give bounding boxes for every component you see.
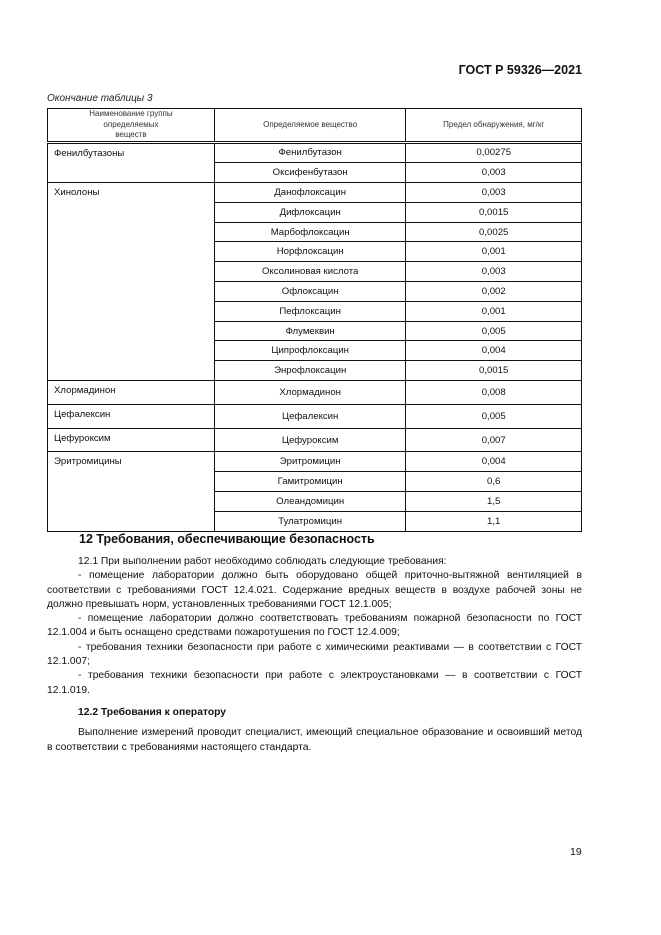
substance-cell: Тулатромицин (214, 511, 406, 531)
table-header-row (48, 109, 582, 143)
table-caption: Окончание таблицы 3 (47, 93, 153, 104)
section-12-title: 12 Требования, обеспечивающие безопасность (79, 532, 375, 546)
column-header-limit: Предел обнаружения, мг/кг (406, 109, 582, 143)
detection-limits-table (47, 108, 582, 532)
group-name-cell: Эритромицины (48, 452, 215, 531)
limit-cell: 0,007 (406, 428, 582, 452)
column-header-substance: Определяемое вещество (214, 109, 406, 143)
limit-cell: 0,003 (406, 262, 582, 282)
limit-cell: 0,0015 (406, 202, 582, 222)
substance-cell: Пефлоксацин (214, 301, 406, 321)
limit-cell: 0,005 (406, 404, 582, 428)
substance-cell: Оксифенбутазон (214, 163, 406, 183)
section-12-2-title: 12.2 Требования к оператору (78, 706, 227, 718)
limit-cell: 0,004 (406, 341, 582, 361)
substance-cell: Флумеквин (214, 321, 406, 341)
paragraph: - требования техники безопасности при работе с химическими реактивами — в соответствии с ГОСТ 12.1.007; (47, 641, 582, 668)
substance-cell: Олеандомицин (214, 492, 406, 512)
paragraph: Выполнение измерений проводит специалист, имеющий специальное образование и освоивший метод в соответствии с требованиями настоящего стандарта. (47, 727, 582, 753)
paragraph: 12.1 При выполнении работ необходимо соблюдать следующие требования: (78, 556, 447, 567)
table-row (48, 142, 582, 163)
limit-cell: 0,6 (406, 472, 582, 492)
substance-cell: Дифлоксацин (214, 202, 406, 222)
section-12-body (47, 555, 582, 755)
limit-cell: 0,0025 (406, 222, 582, 242)
paragraph: - помещение лаборатории должно быть оборудовано общей приточно-вытяжной вентиляцией в соответствии с требованиями ГОСТ 12.4.021. Содержание вредных веществ в воздухе рабочей зоны не должно превышать норм, установленных требованиями ГОСТ 12.1.005; (47, 570, 582, 610)
substance-cell: Цефуроксим (214, 428, 406, 452)
limit-cell: 0,0015 (406, 361, 582, 381)
substance-cell: Цефалексин (214, 404, 406, 428)
substance-cell: Гамитромицин (214, 472, 406, 492)
standard-number: ГОСТ Р 59326—2021 (458, 63, 582, 77)
limit-cell: 0,001 (406, 301, 582, 321)
group-name-cell: Хинолоны (48, 183, 215, 381)
group-name-cell: Цефуроксим (48, 428, 215, 452)
substance-cell: Марбофлоксацин (214, 222, 406, 242)
group-name-cell: Цефалексин (48, 404, 215, 428)
group-name-cell: Фенилбутазоны (48, 142, 215, 183)
table-row (48, 428, 582, 452)
page-number: 19 (570, 846, 582, 858)
substance-cell: Норфлоксацин (214, 242, 406, 262)
paragraph: - требования техники безопасности при работе с электроустановками — в соответствии с ГОСТ 12.1.019. (47, 670, 582, 696)
table-row (48, 183, 582, 203)
substance-cell: Хлормадинон (214, 381, 406, 405)
substance-cell: Данофлоксацин (214, 183, 406, 203)
table-row (48, 404, 582, 428)
substance-cell: Эритромицин (214, 452, 406, 472)
limit-cell: 0,002 (406, 282, 582, 302)
limit-cell: 0,008 (406, 381, 582, 405)
substance-cell: Фенилбутазон (214, 142, 406, 163)
substance-cell: Офлоксацин (214, 282, 406, 302)
limit-cell: 0,001 (406, 242, 582, 262)
limit-cell: 0,003 (406, 183, 582, 203)
substance-cell: Энрофлоксацин (214, 361, 406, 381)
limit-cell: 0,00275 (406, 142, 582, 163)
paragraph: - помещение лаборатории должно соответствовать требованиям пожарной безопасности по ГОСТ 12.1.004 и быть оснащено средствами пожаротушения по ГОСТ 12.4.009; (47, 613, 582, 639)
group-name-cell: Хлормадинон (48, 381, 215, 405)
limit-cell: 0,003 (406, 163, 582, 183)
substance-cell: Оксолиновая кислота (214, 262, 406, 282)
substance-cell: Ципрофлоксацин (214, 341, 406, 361)
limit-cell: 1,5 (406, 492, 582, 512)
column-header-group: Наименование группы определяемых веществ (48, 109, 215, 143)
limit-cell: 0,005 (406, 321, 582, 341)
table-row (48, 452, 582, 472)
limit-cell: 1,1 (406, 511, 582, 531)
table-row (48, 381, 582, 405)
limit-cell: 0,004 (406, 452, 582, 472)
